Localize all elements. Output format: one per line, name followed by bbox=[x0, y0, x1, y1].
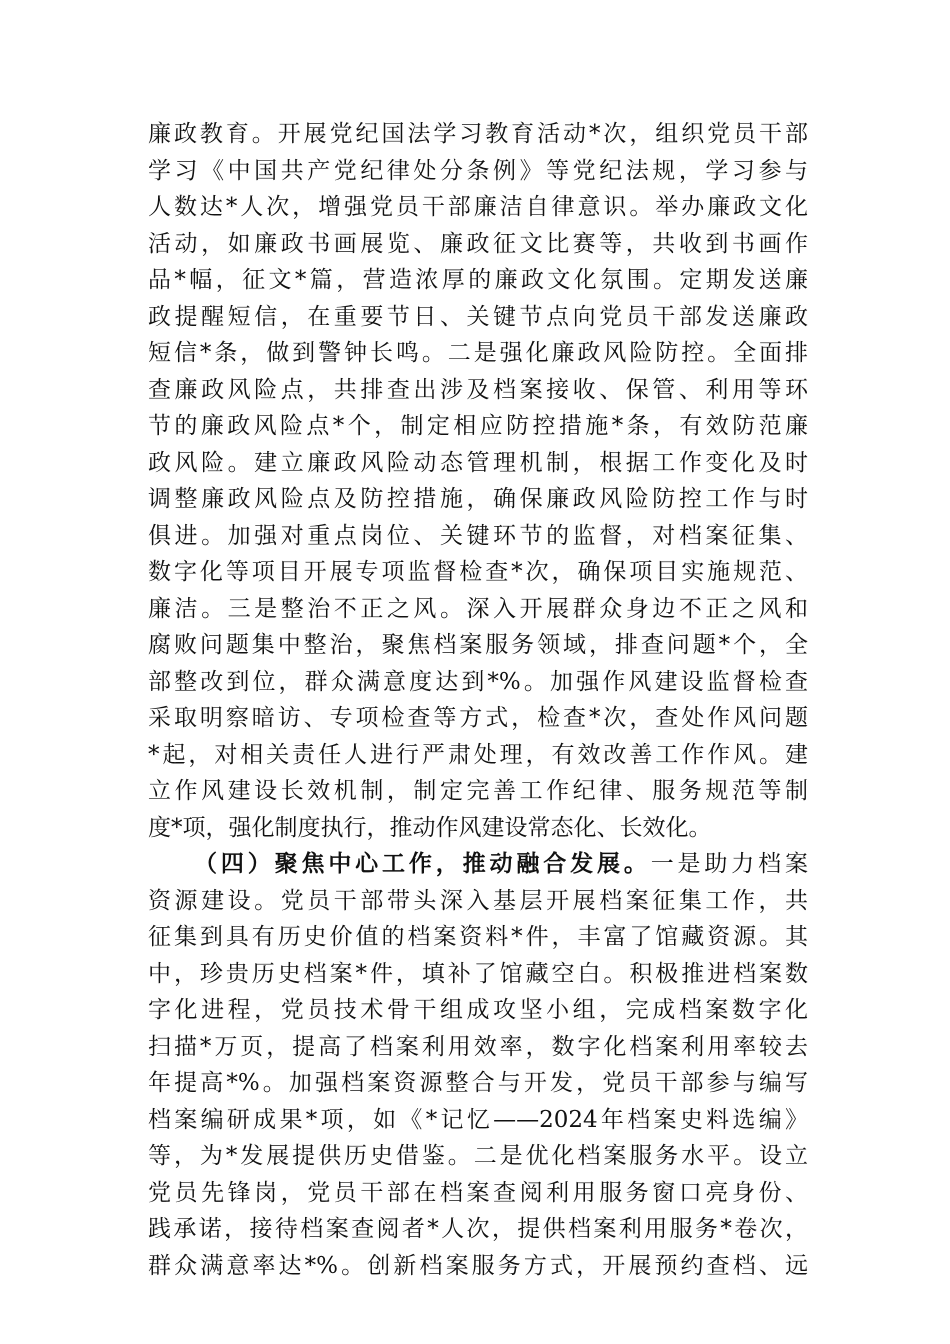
section-heading-line bbox=[148, 846, 808, 883]
text-line: 调整廉政风险点及防控措施，确保廉政风险防控工作与时 bbox=[148, 486, 808, 512]
text-line: 活动，如廉政书画展览、廉政征文比赛等，共收到书画作 bbox=[148, 230, 808, 257]
body-text bbox=[148, 116, 808, 1284]
text-line: 等，为*发展提供历史借鉴。二是优化档案服务水平。设立 bbox=[148, 1143, 808, 1169]
text-line: 党员先锋岗，党员干部在档案查阅利用服务窗口亮身份、 bbox=[148, 1179, 808, 1206]
text-line: 廉洁。三是整治不正之风。深入开展群众身边不正之风和 bbox=[148, 595, 808, 622]
text-line: 腐败问题集中整治，聚焦档案服务领域，排查问题*个，全 bbox=[148, 632, 808, 658]
text-line: 资源建设。党员干部带头深入基层开展档案征集工作，共 bbox=[148, 887, 808, 914]
text-line: 扫描*万页，提高了档案利用效率，数字化档案利用率较去 bbox=[148, 1033, 808, 1060]
text-line: 节的廉政风险点*个，制定相应防控措施*条，有效防范廉 bbox=[148, 413, 808, 439]
text-line: 学习《中国共产党纪律处分条例》等党纪法规，学习参与 bbox=[148, 157, 808, 184]
text-line: 廉政教育。开展党纪国法学习教育活动*次，组织党员干部 bbox=[148, 121, 808, 147]
text-line: 数字化等项目开展专项监督检查*次，确保项目实施规范、 bbox=[148, 559, 808, 585]
section-heading: （四）聚焦中心工作，推动融合发展。 bbox=[194, 850, 651, 877]
text-line: 政提醒短信，在重要节日、关键节点向党员干部发送廉政 bbox=[148, 303, 808, 330]
text-line: *起，对相关责任人进行严肃处理，有效改善工作作风。建 bbox=[148, 741, 808, 768]
text-line: 群众满意率达*%。创新档案服务方式，开展预约查档、远 bbox=[148, 1252, 808, 1279]
text-line: 采取明察暗访、专项检查等方式，检查*次，查处作风问题 bbox=[148, 705, 808, 731]
text-line: 短信*条，做到警钟长鸣。二是强化廉政风险防控。全面排 bbox=[148, 340, 808, 366]
text-line: 档案编研成果*项，如《*记忆——2024年档案史料选编》 bbox=[148, 1106, 808, 1133]
text-line: 立作风建设长效机制，制定完善工作纪律、服务规范等制 bbox=[148, 778, 808, 804]
text-line: 年提高*%。加强档案资源整合与开发，党员干部参与编写 bbox=[148, 1070, 808, 1096]
text-line: 中，珍贵历史档案*件，填补了馆藏空白。积极推进档案数 bbox=[148, 960, 808, 987]
text-line: 政风险。建立廉政风险动态管理机制，根据工作变化及时 bbox=[148, 449, 808, 476]
text-line: 查廉政风险点，共排查出涉及档案接收、保管、利用等环 bbox=[148, 376, 808, 403]
text-line: 践承诺，接待档案查阅者*人次，提供档案利用服务*卷次， bbox=[148, 1216, 808, 1242]
text-line: 人数达*人次，增强党员干部廉洁自律意识。举办廉政文化 bbox=[148, 194, 808, 220]
text-line: 字化进程，党员技术骨干组成攻坚小组，完成档案数字化 bbox=[148, 997, 808, 1023]
text-line: 度*项，强化制度执行，推动作风建设常态化、长效化。 bbox=[148, 814, 712, 841]
section-heading-rest: 一是助力档案 bbox=[650, 851, 809, 877]
text-line: 征集到具有历史价值的档案资料*件，丰富了馆藏资源。其 bbox=[148, 924, 808, 950]
text-line: 俱进。加强对重点岗位、关键环节的监督，对档案征集、 bbox=[148, 522, 808, 549]
text-line: 部整改到位，群众满意度达到*%。加强作风建设监督检查 bbox=[148, 668, 808, 695]
text-line: 品*幅，征文*篇，营造浓厚的廉政文化氛围。定期发送廉 bbox=[148, 267, 808, 293]
